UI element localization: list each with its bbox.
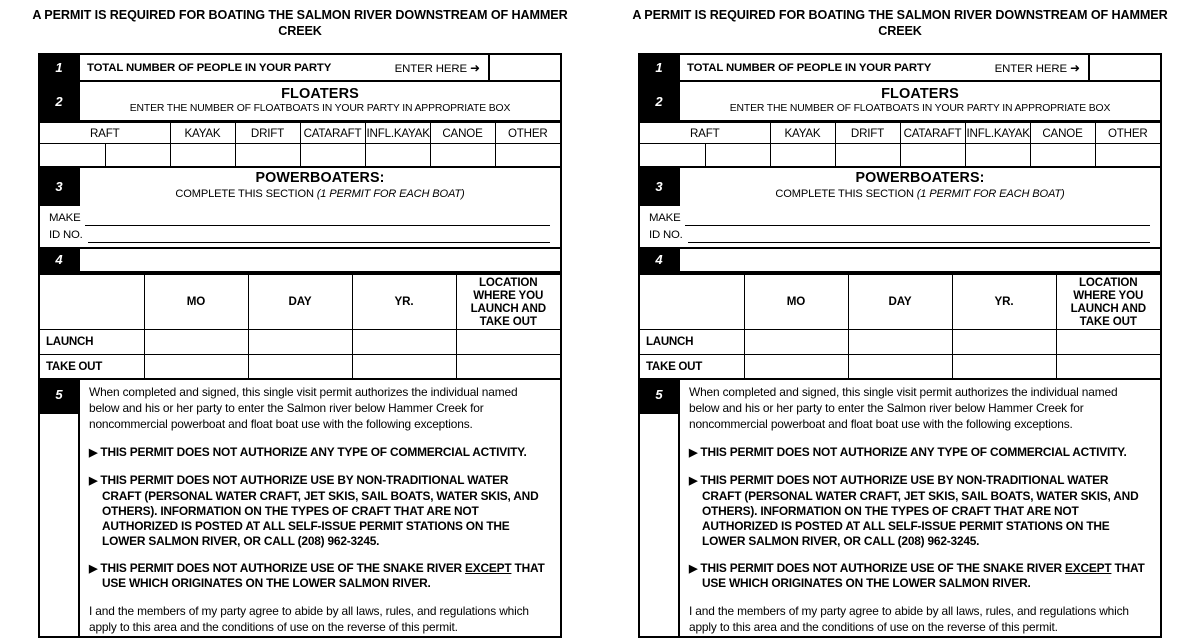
make-field-row bbox=[40, 209, 560, 226]
id-no-input[interactable] bbox=[688, 241, 1150, 243]
schedule-col-location: LOCATION WHERE YOU LAUNCH AND TAKE OUT bbox=[1056, 274, 1160, 330]
section-3-subtitle: COMPLETE THIS SECTION (1 PERMIT FOR EACH BOAT) bbox=[775, 187, 1065, 200]
section-5-number: 5 bbox=[40, 380, 78, 414]
floaters-entry-row bbox=[640, 144, 1160, 167]
permit-panel-left bbox=[0, 0, 600, 635]
launch-takeout-table bbox=[40, 273, 560, 381]
total-people-input[interactable] bbox=[1088, 55, 1160, 80]
floaters-input-drift[interactable] bbox=[235, 144, 300, 167]
section-5-number: 5 bbox=[640, 380, 678, 414]
floaters-table bbox=[40, 122, 560, 168]
section-4-number: 4 bbox=[640, 249, 678, 271]
floaters-col-cataraft: CATARAFT bbox=[300, 123, 365, 144]
floaters-input-infl-kayak[interactable] bbox=[365, 144, 430, 167]
takeout-day-input[interactable] bbox=[248, 354, 352, 379]
section-5-agreement: I and the members of my party agree to abide by all laws, rules, and regulations which apply to this area and the conditions of use on the reverse of this permit. bbox=[689, 604, 1129, 635]
section-1-enter-here: ENTER HERE ➜ bbox=[994, 60, 1080, 75]
floaters-col-drift: DRIFT bbox=[235, 123, 300, 144]
launch-yr-input[interactable] bbox=[952, 329, 1056, 354]
schedule-col-location: LOCATION WHERE YOU LAUNCH AND TAKE OUT bbox=[456, 274, 560, 330]
section-4-blank-strip bbox=[78, 249, 560, 271]
floaters-entry-row bbox=[40, 144, 560, 167]
schedule-row-launch-label: LAUNCH bbox=[640, 329, 744, 354]
floaters-input-raft-b[interactable] bbox=[705, 144, 770, 167]
launch-mo-input[interactable] bbox=[744, 329, 848, 354]
section-3-powerboaters bbox=[40, 168, 560, 249]
section-3-number: 3 bbox=[640, 168, 678, 206]
make-label: MAKE bbox=[649, 212, 681, 225]
schedule-col-mo: MO bbox=[144, 274, 248, 330]
section-2-title: FLOATERS bbox=[881, 85, 959, 102]
section-4-number: 4 bbox=[40, 249, 78, 271]
page-title: A PERMIT IS REQUIRED FOR BOATING THE SALMON RIVER DOWNSTREAM OF HAMMER CREEK bbox=[632, 8, 1168, 39]
schedule-row-takeout-label: TAKE OUT bbox=[40, 354, 144, 379]
floaters-input-drift[interactable] bbox=[835, 144, 900, 167]
schedule-col-mo: MO bbox=[744, 274, 848, 330]
schedule-col-day: DAY bbox=[248, 274, 352, 330]
section-5-intro: When completed and signed, this single visit permit authorizes the individual named below and his or her party to enter the Salmon river below Hammer Creek for noncommercial powerboat and float boat use with the following exceptions. bbox=[689, 385, 1118, 431]
schedule-col-yr: YR. bbox=[352, 274, 456, 330]
total-people-input[interactable] bbox=[488, 55, 560, 80]
launch-mo-input[interactable] bbox=[144, 329, 248, 354]
except-emphasis: EXCEPT bbox=[465, 560, 512, 575]
takeout-yr-input[interactable] bbox=[352, 354, 456, 379]
id-no-field-row bbox=[40, 226, 560, 243]
floaters-col-drift: DRIFT bbox=[835, 123, 900, 144]
floaters-input-cataraft[interactable] bbox=[300, 144, 365, 167]
floaters-col-raft: RAFT bbox=[40, 123, 170, 144]
section-5-bullet-1: ▶ THIS PERMIT DOES NOT AUTHORIZE ANY TYPE OF COMMERCIAL ACTIVITY. bbox=[689, 444, 1127, 459]
floaters-col-other: OTHER bbox=[495, 123, 560, 144]
section-1-label: TOTAL NUMBER OF PEOPLE IN YOUR PARTY bbox=[87, 61, 332, 74]
table-row bbox=[640, 329, 1160, 354]
launch-takeout-table bbox=[640, 273, 1160, 381]
takeout-location-input[interactable] bbox=[1056, 354, 1160, 379]
section-3-subtitle: COMPLETE THIS SECTION (1 PERMIT FOR EACH BOAT) bbox=[175, 187, 465, 200]
section-1-number: 1 bbox=[640, 55, 678, 80]
table-row bbox=[40, 329, 560, 354]
id-no-label: ID NO. bbox=[649, 229, 683, 242]
section-2-number: 2 bbox=[640, 82, 678, 120]
section-1-number: 1 bbox=[40, 55, 78, 80]
schedule-corner-cell bbox=[640, 274, 744, 330]
section-2-floaters bbox=[40, 82, 560, 122]
permit-form bbox=[38, 53, 562, 638]
takeout-location-input[interactable] bbox=[456, 354, 560, 379]
floaters-input-canoe[interactable] bbox=[430, 144, 495, 167]
section-3-number: 3 bbox=[40, 168, 78, 206]
floaters-col-other: OTHER bbox=[1095, 123, 1160, 144]
floaters-header-row bbox=[40, 123, 560, 144]
floaters-col-cataraft: CATARAFT bbox=[900, 123, 965, 144]
floaters-table bbox=[640, 122, 1160, 168]
section-3-subtitle-italic: (1 PERMIT FOR EACH BOAT) bbox=[916, 187, 1065, 200]
section-2-subtitle: ENTER THE NUMBER OF FLOATBOATS IN YOUR PARTY IN APPROPRIATE BOX bbox=[129, 103, 511, 115]
schedule-col-day: DAY bbox=[848, 274, 952, 330]
section-3-title: POWERBOATERS: bbox=[855, 169, 985, 186]
takeout-mo-input[interactable] bbox=[144, 354, 248, 379]
right-arrow-icon: ➜ bbox=[1070, 60, 1080, 75]
launch-day-input[interactable] bbox=[848, 329, 952, 354]
section-5-intro: When completed and signed, this single visit permit authorizes the individual named below and his or her party to enter the Salmon river below Hammer Creek for noncommercial powerboat and float boat use with the following exceptions. bbox=[89, 385, 518, 431]
triangle-bullet-icon: ▶ bbox=[689, 562, 698, 575]
floaters-col-raft: RAFT bbox=[640, 123, 770, 144]
section-5-bullet-2: ▶ THIS PERMIT DOES NOT AUTHORIZE USE BY NON-TRADITIONAL WATER CRAFT (PERSONAL WATER CRAFT, JET SKIS, SAIL BOATS, WATER SKIS, AND OTHERS). INFORMATION ON THE TYPES OF CRAFT THAT ARE NOT AUTHORIZED IS POSTED AT ALL SELF-ISSUE PERMIT STATIONS ON THE LOWER SALMON RIVER, OR CALL (208) 962-3245. bbox=[89, 472, 539, 548]
section-1-label: TOTAL NUMBER OF PEOPLE IN YOUR PARTY bbox=[687, 61, 932, 74]
floaters-input-raft-b[interactable] bbox=[105, 144, 170, 167]
section-2-subtitle: ENTER THE NUMBER OF FLOATBOATS IN YOUR PARTY IN APPROPRIATE BOX bbox=[729, 103, 1111, 115]
section-1-label-row bbox=[680, 55, 1088, 80]
make-input[interactable] bbox=[85, 224, 550, 226]
make-label: MAKE bbox=[49, 212, 81, 225]
floaters-input-raft-a[interactable] bbox=[640, 144, 705, 167]
section-3-title: POWERBOATERS: bbox=[255, 169, 385, 186]
floaters-col-kayak: KAYAK bbox=[770, 123, 835, 144]
floaters-col-canoe: CANOE bbox=[430, 123, 495, 144]
section-4-schedule bbox=[40, 249, 560, 273]
section-1-enter-here: ENTER HERE ➜ bbox=[394, 60, 480, 75]
floaters-col-infl-kayak: INFL.KAYAK bbox=[965, 123, 1030, 144]
floaters-header-row bbox=[640, 123, 1160, 144]
launch-yr-input[interactable] bbox=[352, 329, 456, 354]
schedule-corner-cell bbox=[40, 274, 144, 330]
takeout-yr-input[interactable] bbox=[952, 354, 1056, 379]
floaters-col-canoe: CANOE bbox=[1030, 123, 1095, 144]
section-5-conditions bbox=[640, 380, 1160, 636]
section-1-total-people bbox=[640, 55, 1160, 82]
takeout-day-input[interactable] bbox=[848, 354, 952, 379]
section-3-powerboaters bbox=[640, 168, 1160, 249]
floaters-input-cataraft[interactable] bbox=[900, 144, 965, 167]
schedule-header-row bbox=[640, 274, 1160, 330]
floaters-input-other[interactable] bbox=[495, 144, 560, 167]
permit-panel-right bbox=[600, 0, 1200, 635]
make-field-row bbox=[640, 209, 1160, 226]
launch-day-input[interactable] bbox=[248, 329, 352, 354]
table-row bbox=[40, 354, 560, 379]
schedule-row-takeout-label: TAKE OUT bbox=[640, 354, 744, 379]
section-5-bullet-2: ▶ THIS PERMIT DOES NOT AUTHORIZE USE BY NON-TRADITIONAL WATER CRAFT (PERSONAL WATER CRAFT, JET SKIS, SAIL BOATS, WATER SKIS, AND OTHERS). INFORMATION ON THE TYPES OF CRAFT THAT ARE NOT AUTHORIZED IS POSTED AT ALL SELF-ISSUE PERMIT STATIONS ON THE LOWER SALMON RIVER, OR CALL (208) 962-3245. bbox=[689, 472, 1139, 548]
floaters-col-kayak: KAYAK bbox=[170, 123, 235, 144]
section-5-agreement: I and the members of my party agree to abide by all laws, rules, and regulations which apply to this area and the conditions of use on the reverse of this permit. bbox=[89, 604, 529, 635]
triangle-bullet-icon: ▶ bbox=[689, 446, 698, 459]
section-5-bullet-1: ▶ THIS PERMIT DOES NOT AUTHORIZE ANY TYPE OF COMMERCIAL ACTIVITY. bbox=[89, 444, 527, 459]
make-input[interactable] bbox=[685, 224, 1150, 226]
section-2-title: FLOATERS bbox=[281, 85, 359, 102]
triangle-bullet-icon: ▶ bbox=[89, 474, 98, 487]
section-1-label-row bbox=[80, 55, 488, 80]
section-5-conditions bbox=[40, 380, 560, 636]
floaters-input-kayak[interactable] bbox=[170, 144, 235, 167]
floaters-col-infl-kayak: INFL.KAYAK bbox=[365, 123, 430, 144]
section-5-bullet-3: ▶ THIS PERMIT DOES NOT AUTHORIZE USE OF THE SNAKE RIVER EXCEPT THAT USE WHICH ORIGINATES ON THE LOWER SALMON RIVER. bbox=[89, 560, 545, 591]
floaters-input-infl-kayak[interactable] bbox=[965, 144, 1030, 167]
table-row bbox=[640, 354, 1160, 379]
launch-location-input[interactable] bbox=[1056, 329, 1160, 354]
schedule-col-yr: YR. bbox=[952, 274, 1056, 330]
right-arrow-icon: ➜ bbox=[470, 60, 480, 75]
id-no-field-row bbox=[640, 226, 1160, 243]
permit-form bbox=[638, 53, 1162, 638]
section-2-floaters bbox=[640, 82, 1160, 122]
triangle-bullet-icon: ▶ bbox=[689, 474, 698, 487]
except-emphasis: EXCEPT bbox=[1065, 560, 1112, 575]
floaters-input-canoe[interactable] bbox=[1030, 144, 1095, 167]
page-title: A PERMIT IS REQUIRED FOR BOATING THE SALMON RIVER DOWNSTREAM OF HAMMER CREEK bbox=[32, 8, 568, 39]
triangle-bullet-icon: ▶ bbox=[89, 562, 98, 575]
section-3-subtitle-italic: (1 PERMIT FOR EACH BOAT) bbox=[316, 187, 465, 200]
id-no-label: ID NO. bbox=[49, 229, 83, 242]
launch-location-input[interactable] bbox=[456, 329, 560, 354]
section-4-schedule bbox=[640, 249, 1160, 273]
takeout-mo-input[interactable] bbox=[744, 354, 848, 379]
floaters-input-kayak[interactable] bbox=[770, 144, 835, 167]
section-2-number: 2 bbox=[40, 82, 78, 120]
triangle-bullet-icon: ▶ bbox=[89, 446, 98, 459]
floaters-input-raft-a[interactable] bbox=[40, 144, 105, 167]
section-4-blank-strip bbox=[678, 249, 1160, 271]
section-1-total-people bbox=[40, 55, 560, 82]
floaters-input-other[interactable] bbox=[1095, 144, 1160, 167]
section-5-bullet-3: ▶ THIS PERMIT DOES NOT AUTHORIZE USE OF THE SNAKE RIVER EXCEPT THAT USE WHICH ORIGINATES ON THE LOWER SALMON RIVER. bbox=[689, 560, 1145, 591]
schedule-row-launch-label: LAUNCH bbox=[40, 329, 144, 354]
id-no-input[interactable] bbox=[88, 241, 550, 243]
schedule-header-row bbox=[40, 274, 560, 330]
